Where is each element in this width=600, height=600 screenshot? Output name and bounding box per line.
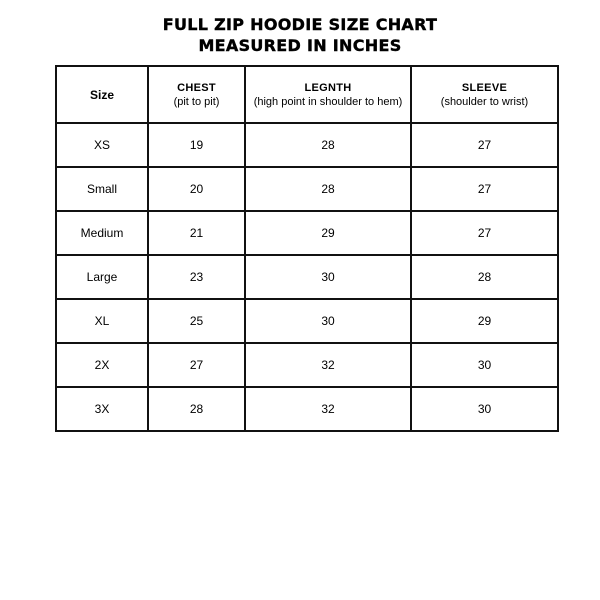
chest-cell: 25 [148,299,245,343]
table-row [56,211,558,255]
chest-cell: 20 [148,167,245,211]
chest-cell: 19 [148,123,245,167]
chest-cell: 27 [148,343,245,387]
size-cell: Large [56,255,148,299]
length-cell: 32 [245,387,411,431]
column-header-label: Size [89,87,114,102]
title-line-1: FULL ZIP HOODIE SIZE CHART [162,15,438,34]
table-row [56,255,558,299]
sleeve-cell: 30 [411,387,558,431]
sleeve-cell: 28 [411,255,558,299]
length-cell: 30 [245,299,411,343]
size-cell: Small [56,167,148,211]
column-header-label: CHEST [177,81,216,94]
size-chart-table [55,65,559,432]
length-cell: 28 [245,123,411,167]
table-row [56,167,558,211]
chest-cell: 21 [148,211,245,255]
column-header-length [245,66,411,123]
length-cell: 29 [245,211,411,255]
title-line-2: MEASURED IN INCHES [198,36,402,55]
length-cell: 30 [245,255,411,299]
table-row [56,387,558,431]
size-cell: XS [56,123,148,167]
sleeve-cell: 29 [411,299,558,343]
table-row [56,343,558,387]
header-row [56,66,558,123]
size-cell: 2X [56,343,148,387]
sleeve-cell: 27 [411,167,558,211]
column-header-sublabel: (high point in shoulder to hem) [253,95,403,108]
column-header-sleeve [411,66,558,123]
length-cell: 28 [245,167,411,211]
table-row [56,123,558,167]
column-header-sublabel: (pit to pit) [173,95,220,108]
size-cell: 3X [56,387,148,431]
table-row [56,299,558,343]
column-header-size [56,66,148,123]
column-header-label: LEGNTH [304,81,352,94]
size-cell: XL [56,299,148,343]
sleeve-cell: 27 [411,211,558,255]
sleeve-cell: 30 [411,343,558,387]
chest-cell: 23 [148,255,245,299]
chart-title [0,14,600,56]
chest-cell: 28 [148,387,245,431]
column-header-chest [148,66,245,123]
length-cell: 32 [245,343,411,387]
sleeve-cell: 27 [411,123,558,167]
size-cell: Medium [56,211,148,255]
column-header-label: SLEEVE [461,81,508,94]
column-header-sublabel: (shoulder to wrist) [440,95,529,108]
